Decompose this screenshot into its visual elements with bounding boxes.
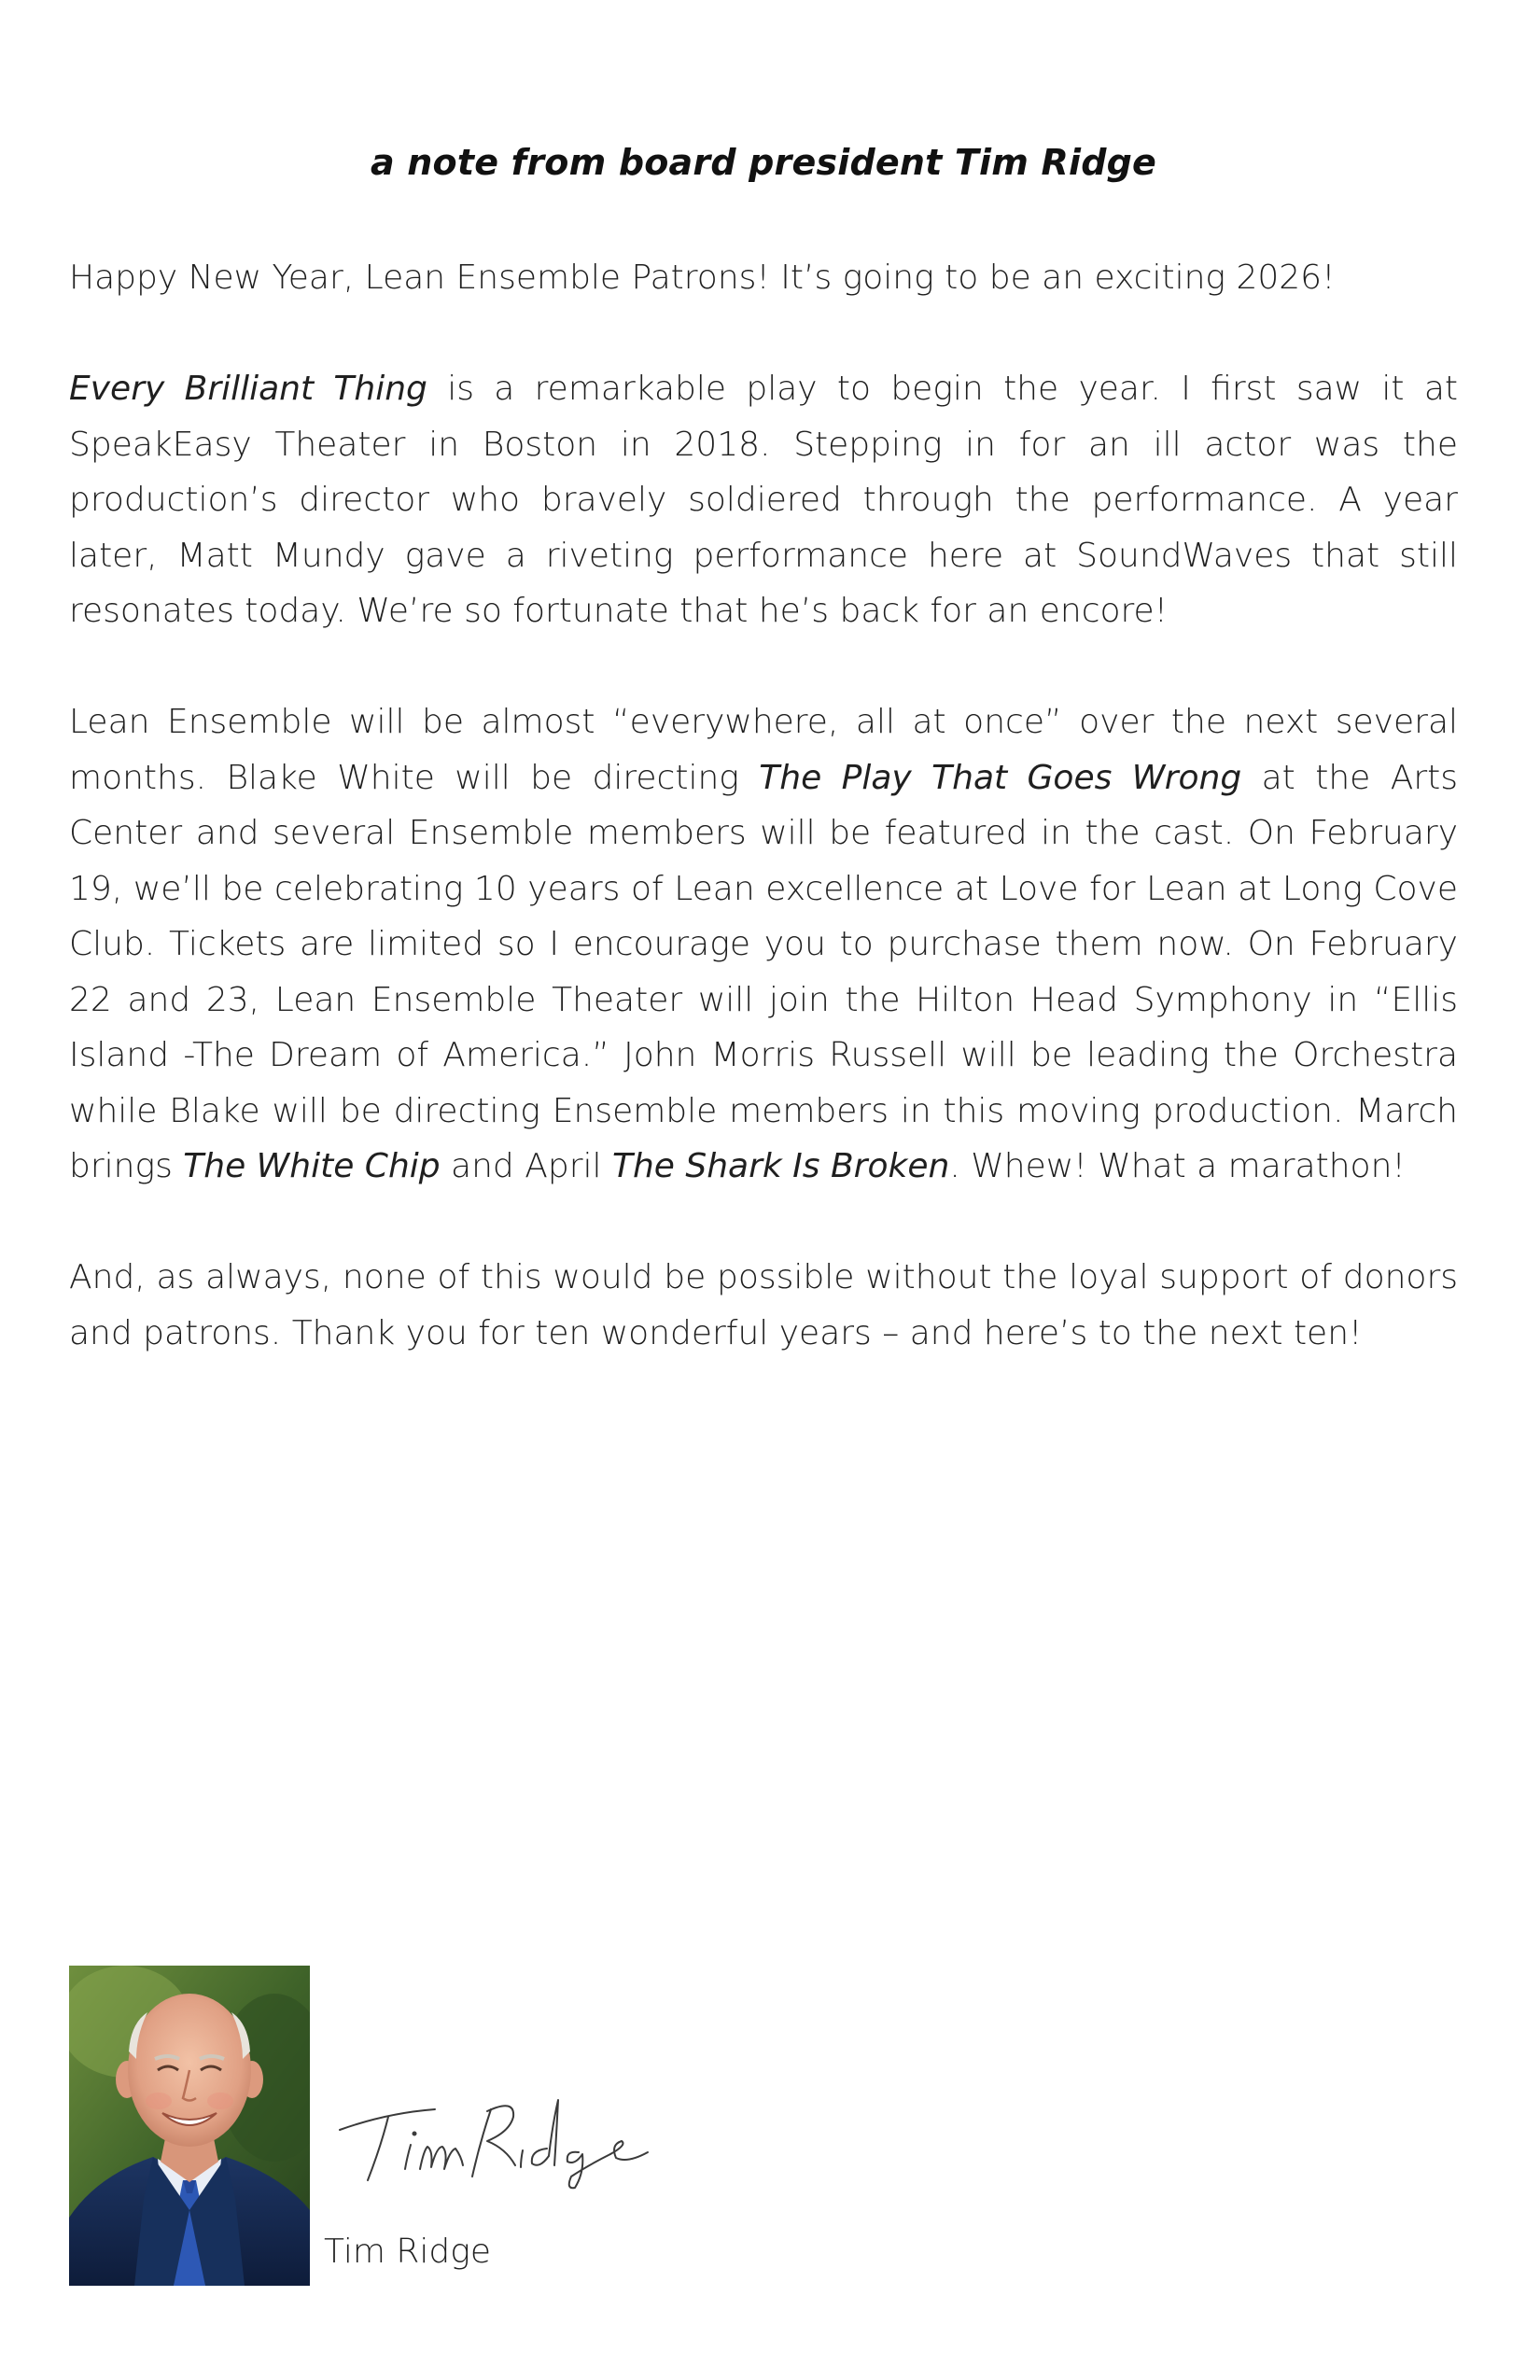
play-title: The Shark Is Broken: [611, 1147, 950, 1185]
letter-page: [69, 0, 1458, 2380]
paragraph-text: . Whew! What a marathon!: [949, 1147, 1406, 1185]
paragraph-upcoming-events: [69, 694, 1458, 1195]
portrait-photo: [69, 1966, 310, 2286]
paragraph-text: Lean Ensemble will be almost “everywhere, all at once” over the next several months. Blake White will be directing: [69, 703, 1458, 797]
handwritten-signature: [330, 2072, 722, 2193]
letter-body: [69, 250, 1458, 1417]
paragraph-text: and April: [440, 1147, 612, 1185]
paragraph-text: is a remarkable play to begin the year. I first saw it at SpeakEasy Theater in Boston in 2018. Stepping in for an ill actor was the production’s director who bravely soldiered through the performance. A year later, Matt Mundy gave a riveting performance here at SoundWaves that still resonates today. We’re so fortunate that he’s back for an encore!: [69, 370, 1458, 630]
play-title: The Play That Goes Wrong: [759, 758, 1242, 797]
greeting-paragraph: Happy New Year, Lean Ensemble Patrons! It’s going to be an exciting 2026!: [69, 259, 1336, 297]
letter-heading: a note from board president Tim Ridge: [371, 142, 1156, 183]
play-title: The White Chip: [183, 1147, 441, 1185]
play-title: Every Brilliant Thing: [69, 370, 427, 408]
signer-name: Tim Ridge: [324, 2233, 492, 2271]
paragraph-text: at the Arts Center and several Ensemble members will be featured in the cast. On February 19, we’ll be celebrating 10 years of Lean excellence at Love for Lean at Long Cove Club. Tickets are limited so I encourage you to purchase them now. On February 22 and 23, Lean Ensemble Theater will join the Hilton Head Symphony in “Ellis Island -The Dream of America.” John Morris Russell will be leading the Orchestra while Blake will be directing Ensemble members in this moving production. March brings: [69, 758, 1458, 1185]
paragraph-thank-you: And, as always, none of this would be possible without the loyal support of donors and patrons. Thank you for ten wonderful years – and here’s to the next ten!: [69, 1258, 1458, 1352]
paragraph-every-brilliant-thing: [69, 361, 1458, 639]
